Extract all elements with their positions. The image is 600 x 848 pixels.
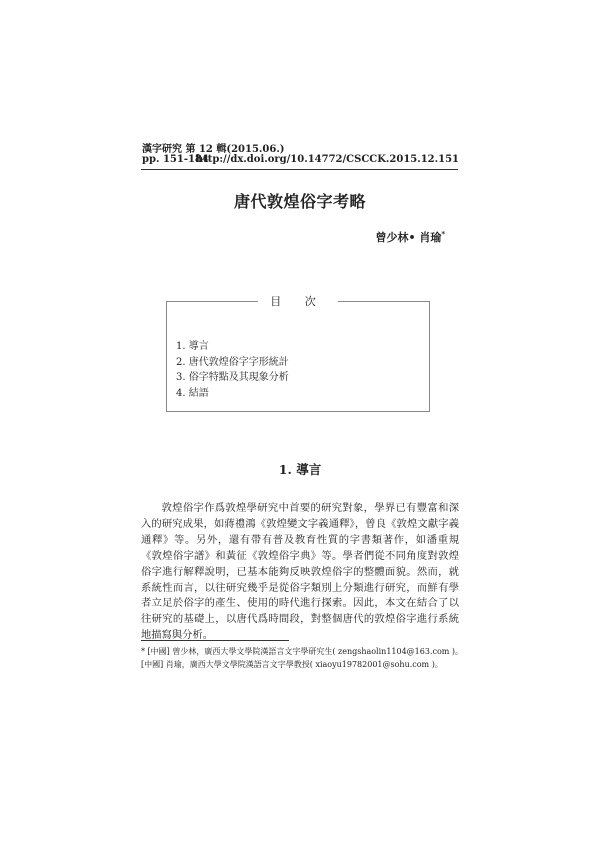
author-footnote-mark: *: [441, 229, 445, 239]
footnote-divider: [141, 640, 289, 641]
header-divider: [141, 169, 458, 170]
footnote-2: [中國] 肖瑜，廣西大學文學院漢語言文字學教授( xiaoyu19782001@sohu.com )。: [141, 660, 443, 669]
section-heading: 1. 導言: [278, 462, 322, 477]
toc-title: [166, 293, 430, 309]
author-names: 曾少林• 肖瑜: [375, 231, 442, 244]
toc-title-text: 目 次: [258, 295, 338, 308]
toc-item-4: 4. 結語: [176, 387, 209, 399]
doi-link[interactable]: http://dx.doi.org/10.14772/CSCCK.2015.12.151: [195, 154, 459, 165]
journal-info: 漢字研究 第 12 輯(2015.06.): [142, 144, 285, 155]
footnotes: [141, 645, 471, 671]
toc-list: [176, 339, 289, 401]
body-text: [141, 501, 459, 644]
footnote-1: * [中國] 曾少林，廣西大學文學院漢語言文字學研究生( zengshaolin1104@163.com )。: [141, 647, 464, 656]
toc-item-2: 2. 唐代敦煌俗字字形統計: [176, 356, 289, 368]
page-range: pp. 151-184: [142, 154, 209, 165]
body-paragraph: 敦煌俗字作爲敦煌學研究中首要的研究對象，學界已有豐富和深入的研究成果，如蔣禮鴻《敦煌變文字義通釋》，曾良《敦煌文獻字義通釋》等。另外，還有帶有普及教育性質的字書類著作，如潘重規《敦煌俗字譜》和黃征《敦煌俗字典》等。學者們從不同角度對敦煌俗字進行解釋說明，已基本能夠反映敦煌俗字的整體面貌。然而，就系統性而言，以往研究幾乎是從俗字類別上分類進行研究，而鮮有學者立足於俗字的產生、使用的時代進行探索。因此，本文在結合了以往研究的基礎上，以唐代爲時間段，對整個唐代的敦煌俗字進行系統地描寫與分析。: [141, 502, 459, 642]
author-line: [375, 229, 445, 245]
article-title: 唐代敦煌俗字考略: [233, 192, 366, 211]
toc-item-3: 3. 俗字特點及其現象分析: [176, 372, 289, 383]
toc-item-1: 1. 導言: [176, 341, 209, 352]
